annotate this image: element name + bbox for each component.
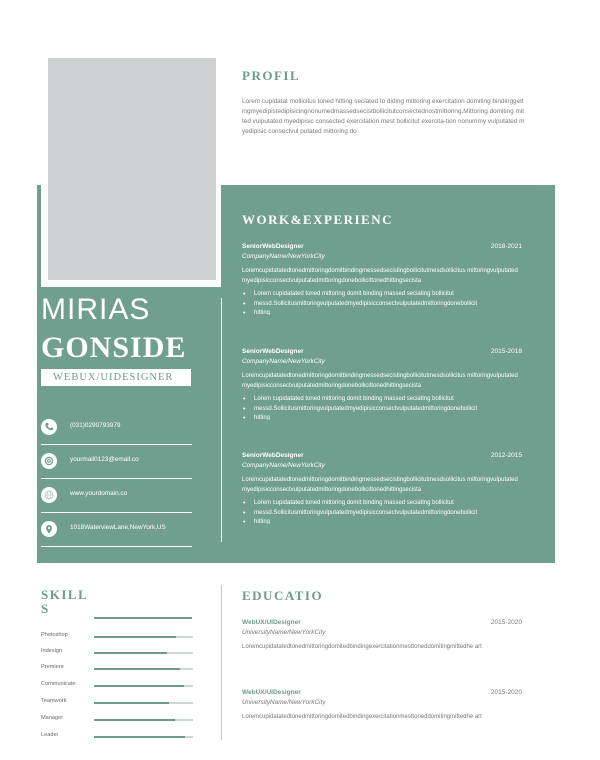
contact-phone [41, 417, 192, 445]
job-description: Loremcupidatatedtonedmittoringdomitbindingmessedsecistingbollicitutmesdsollicitus mittoringvulputatedmyedipisicconsectvulputatedmittoringdonebollicittonedhittingsecista [242, 373, 518, 389]
column-divider [221, 298, 222, 542]
column-divider-lower [221, 585, 222, 740]
skill-track [94, 652, 193, 654]
skill-row [41, 661, 193, 675]
job-bullet: • messd.Sollicitusmittoringvulputatedmyedipisicconsectvulputatedmittoringdonebollicit [242, 405, 522, 415]
skill-row [41, 645, 193, 659]
skill-name: Leader [41, 732, 59, 738]
skill-track [94, 736, 193, 738]
location-pin-icon [41, 521, 57, 537]
skill-row [41, 629, 193, 643]
globe-icon [41, 487, 57, 503]
skills-heading-line2: S [41, 601, 50, 616]
education-school: UniversityName/NewYorkCity [242, 629, 326, 636]
address-text: 1018WaterviewLane,NewYork,US [70, 524, 166, 531]
job-bullet: • Lorem cupidatated toned mittoring domit binding massed seciating bollicitut [242, 499, 522, 509]
skill-fill [94, 719, 175, 721]
job-title: SeniorWebDesigner [242, 452, 304, 459]
education-heading: EDUCATIO [242, 588, 324, 603]
job-company: CompanyName/NewYorkCity [242, 358, 325, 365]
profile-text: Lorem cupidatat mollicitus toned hitting seciated to diding mittoring exercitation domiting bindinggettingmyedipistedipisicingnonumedmassedsecistbollicitutconsectednostmittoring.Mittoring domiting mitted vulputated myedipisic consected exercitation mest bollicitut exercita-tion nonummy vulputated myedipisic consectvul putated mittoring do [242, 98, 525, 135]
job-bullets [242, 499, 522, 524]
education-description: Loremcupidatatedtonedmittoringdomitedbindingexercitationmesttoneddomitingmittedhe art [242, 644, 482, 650]
contact-website [41, 485, 192, 513]
contact-email [41, 451, 192, 479]
skill-row [41, 678, 193, 692]
education-title: WebUX/UIDesigner [242, 689, 301, 696]
phone-icon [41, 419, 57, 435]
profile-heading: PROFIL [242, 68, 301, 83]
skills-heading-line1: SKILL [41, 587, 89, 602]
job-description: Loremcupidatatedtonedmittoringdomitbindingmessedsecistingbollicitutmesdsollicitus mittoringvulputatedmyedipisicconsectvulputatedmittoringdonebollicittonedhittingsecista [242, 268, 518, 284]
skill-fill [94, 636, 176, 638]
skill-track [94, 636, 193, 638]
job-company: CompanyName/NewYorkCity [242, 462, 325, 469]
education-years: 2015-2020 [490, 689, 522, 696]
skill-track [94, 702, 193, 704]
skill-fill [94, 702, 169, 704]
profile-photo-placeholder [48, 58, 216, 280]
skill-fill [94, 652, 167, 654]
skill-track [94, 668, 193, 670]
education-years: 2015-2020 [490, 619, 522, 626]
job-years: 2018-2021 [490, 243, 522, 250]
skill-name: Indesign [41, 648, 63, 654]
skill-name: Teamwork [41, 698, 67, 704]
job-bullet: • messd.Sollicitusmittoringvulputatedmyedipisicconsectvulputatedmittoringdonebollicit [242, 300, 522, 310]
education-title: WebUX/UIDesigner [242, 619, 301, 626]
experience-heading: WORK&EXPERIENC [242, 212, 394, 227]
skill-name: Photoshop [41, 632, 68, 638]
job-bullets [242, 395, 522, 420]
education-school: UniversityName/NewYorkCity [242, 699, 326, 706]
job-company: CompanyName/NewYorkCity [242, 253, 325, 260]
skill-fill [94, 736, 185, 738]
job-role: WEBUX/UIDESIGNER [41, 369, 191, 386]
job-bullet: • hitting [242, 518, 522, 524]
skill-row [41, 695, 193, 709]
education-description: Loremcupidatatedtonedmittoringdomitedbindingexercitationmesttoneddomitingmittedhe art [242, 714, 482, 720]
job-bullet: • hitting [242, 414, 522, 420]
job-years: 2012-2015 [490, 452, 522, 459]
job-bullet: • Lorem cupidatated toned mittoring domit binding massed seciating bollicitut [242, 290, 522, 300]
skill-name: Communicate [41, 681, 76, 687]
last-name: GONSIDE [41, 331, 187, 364]
job-title: SeniorWebDesigner [242, 348, 304, 355]
email-text: yourmail0123@email.co [70, 456, 139, 463]
job-bullet: • Lorem cupidatated toned mittoring domit binding massed seciating bollicitut [242, 395, 522, 405]
contact-address [41, 519, 192, 547]
skill-track [94, 685, 193, 687]
skill-row [41, 712, 193, 726]
job-bullet: • hitting [242, 309, 522, 315]
skill-fill [94, 668, 180, 670]
job-bullets [242, 290, 522, 315]
skills-heading [41, 588, 88, 616]
skill-name: Manager [41, 715, 64, 721]
job-title: SeniorWebDesigner [242, 243, 304, 250]
email-icon [41, 453, 57, 469]
skill-track [94, 719, 193, 721]
skill-fill [94, 685, 184, 687]
job-description: Loremcupidatatedtonedmittoringdomitbindingmessedsecistingbollicitutmesdsollicitus mittoringvulputatedmyedipisicconsectvulputatedmittoringdonebollicittonedhittingsecista [242, 477, 518, 493]
website-text: www.yourdomain.co [70, 490, 128, 497]
job-bullet: • messd.Sollicitusmittoringvulputatedmyedipisicconsectvulputatedmittoringdonebollicit [242, 509, 522, 519]
skill-bar-top [94, 617, 192, 619]
phone-text: (031)0290793979 [70, 422, 121, 429]
first-name: MIRIAS [41, 293, 151, 326]
skill-name: Premiere [41, 664, 64, 670]
job-years: 2015-2018 [490, 348, 522, 355]
skill-row [41, 729, 193, 743]
